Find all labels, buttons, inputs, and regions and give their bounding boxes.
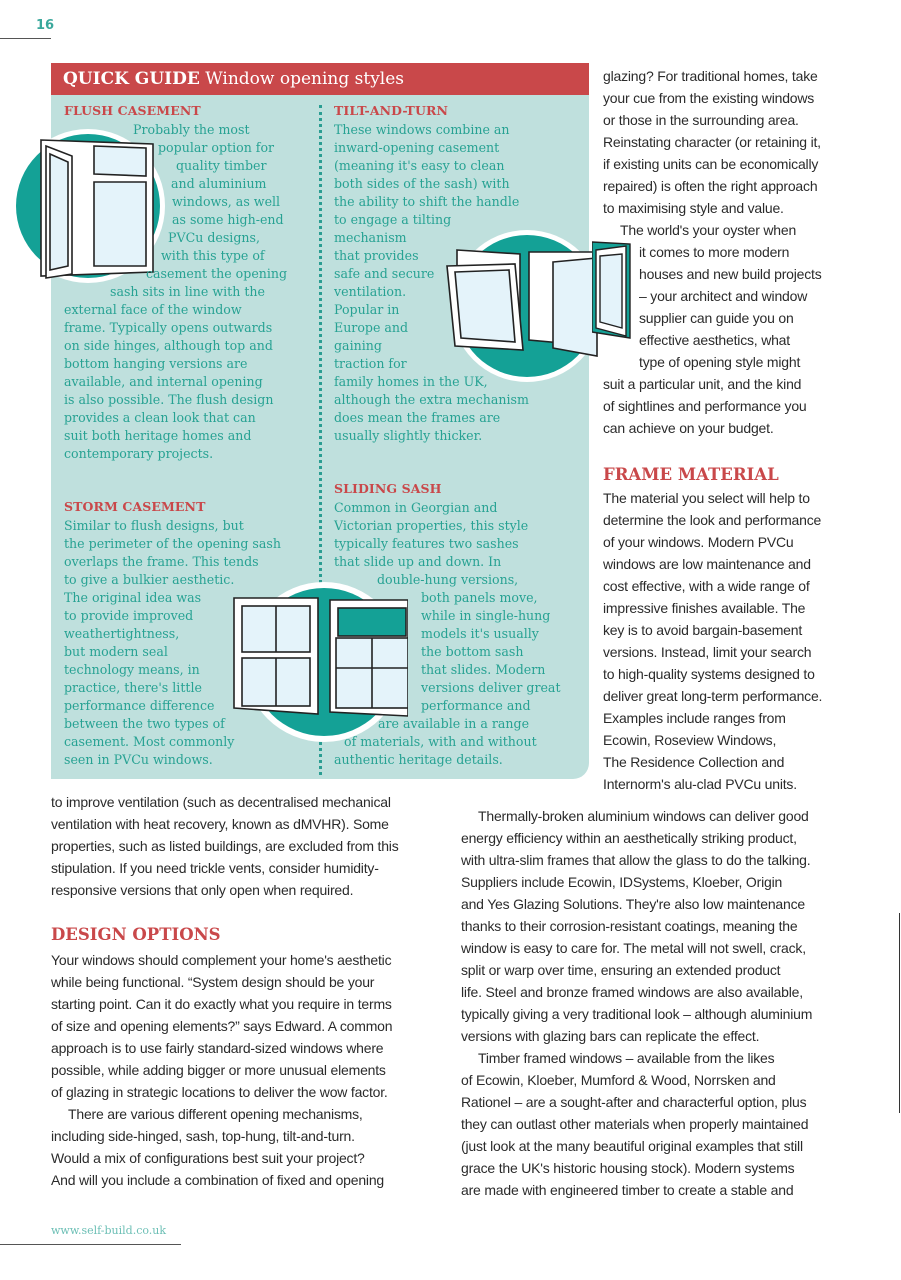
tilt-and-turn-line: although the extra mechanism [334,392,529,407]
footer-url[interactable]: www.self-build.co.uk [51,1224,167,1237]
storm-casement-line: The original idea was [64,590,202,605]
bottom-rule [0,1244,181,1245]
quick-guide-title: Window opening styles [205,69,405,89]
frame-material-heading: FRAME MATERIAL [603,465,779,484]
sliding-sash-line: are available in a range [378,716,530,731]
materials-line: Thermally-broken aluminium windows can deliver good [478,808,809,824]
tilt-and-turn-line: the ability to shift the handle [334,194,520,209]
flush-casement-line: casement the opening [146,266,288,281]
page-number: 16 [36,18,55,33]
design-options-line: possible, while adding bigger or more unusual elements [51,1062,386,1078]
frame-material-line: versions. Instead, limit your search [603,644,812,660]
flush-casement-line: PVCu designs, [168,230,260,245]
sliding-sash-line: Victorian properties, this style [334,518,529,533]
frame-material-line: The Residence Collection and [603,754,785,770]
ventilation-line: properties, such as listed buildings, are excluded from this [51,838,399,854]
page-edge-line [899,913,900,1113]
right-top-line: supplier can guide you on [639,310,794,326]
storm-casement-line: practice, there's little [64,680,202,695]
tilt-and-turn-line: usually slightly thicker. [334,428,483,443]
sliding-sash-line: authentic heritage details. [334,752,503,767]
tilt-and-turn-line: gaining [334,338,382,353]
right-top-line: your cue from the existing windows [603,90,815,106]
sliding-sash-line: models it's usually [421,626,539,641]
frame-material-line: Internorm's alu-clad PVCu units. [603,776,797,792]
flush-casement-line: external face of the window [64,302,242,317]
tilt-and-turn-line: Europe and [334,320,409,335]
storm-casement-line: but modern seal [64,644,168,659]
frame-material-line: impressive finishes available. The [603,600,806,616]
tilt-and-turn-line: mechanism [334,230,407,245]
storm-casement-heading: STORM CASEMENT [64,499,206,514]
ventilation-line: responsive versions that only open when required. [51,882,354,898]
flush-casement-line: popular option for [158,140,275,155]
storm-casement-line: performance difference [64,698,215,713]
frame-material-line: Examples include ranges from [603,710,786,726]
storm-casement-line: technology means, in [64,662,200,677]
frame-material-line: Ecowin, Roseview Windows, [603,732,777,748]
ventilation-line: ventilation with heat recovery, known as dMVHR). Some [51,816,389,832]
design-options-line: Your windows should complement your home's aesthetic [51,952,392,968]
materials-line: split or warp over time, ensuring an extended product [461,962,781,978]
right-top-line: it comes to more modern [639,244,790,260]
sliding-sash-line: performance and [421,698,531,713]
storm-casement-line: Similar to flush designs, but [64,518,244,533]
right-top-line: houses and new build projects [639,266,822,282]
materials-line: Suppliers include Ecowin, IDSystems, Kloeber, Origin [461,874,783,890]
design-options-line: of glazing in strategic locations to deliver the wow factor. [51,1084,388,1100]
sliding-sash-line: both panels move, [421,590,538,605]
tilt-and-turn-line: both sides of the sash) with [334,176,510,191]
tilt-and-turn-line: Popular in [334,302,400,317]
materials-line: versions with glazing bars can replicate the effect. [461,1028,760,1044]
flush-casement-line: on side hinges, although top and [64,338,273,353]
materials-line: Timber framed windows – available from the likes [478,1050,775,1066]
tilt-and-turn-line: that provides [334,248,419,263]
flush-casement-line: frame. Typically opens outwards [64,320,273,335]
materials-line: they can outlast other materials when properly maintained [461,1116,809,1132]
flush-casement-line: contemporary projects. [64,446,214,461]
flush-casement-line: and aluminium [171,176,267,191]
flush-casement-line: Probably the most [133,122,250,137]
ventilation-line: stipulation. If you need trickle vents, consider humidity- [51,860,379,876]
tilt-and-turn-line: does mean the frames are [334,410,501,425]
design-options-heading: DESIGN OPTIONS [51,925,221,944]
ventilation-line: to improve ventilation (such as decentralised mechanical [51,794,391,810]
materials-line: typically giving a very traditional look – although aluminium [461,1006,813,1022]
right-top-line: suit a particular unit, and the kind [603,376,802,392]
storm-casement-line: overlaps the frame. This tends [64,554,259,569]
quick-guide-header [51,63,589,95]
flush-casement-heading: FLUSH CASEMENT [64,103,201,118]
right-top-line: effective aesthetics, what [639,332,790,348]
design-options-line: including side-hinged, sash, top-hung, tilt-and-turn. [51,1128,355,1144]
materials-line: of Ecowin, Kloeber, Mumford & Wood, Norrsken and [461,1072,776,1088]
quick-guide-label: QUICK GUIDE [63,69,200,89]
frame-material-line: deliver great long-term performance. [603,688,823,704]
right-top-line: or those in the surrounding area. [603,112,799,128]
right-top-line: type of opening style might [639,354,801,370]
flush-casement-line: suit both heritage homes and [64,428,252,443]
storm-casement-line: to provide improved [64,608,194,623]
materials-line: life. Steel and bronze framed windows are also available, [461,984,803,1000]
top-rule [0,38,51,39]
storm-casement-line: seen in PVCu windows. [64,752,213,767]
tilt-and-turn-line: to engage a tilting [334,212,452,227]
flush-casement-line: quality timber [176,158,267,173]
flush-casement-line: provides a clean look that can [64,410,256,425]
materials-line: grace the UK's historic housing stock). Modern systems [461,1160,795,1176]
right-top-line: if existing units can be economically [603,156,819,172]
frame-material-line: to high-quality systems designed to [603,666,815,682]
sliding-sash-line: the bottom sash [421,644,524,659]
sliding-sash-line: that slides. Modern [421,662,546,677]
sliding-sash-line: double-hung versions, [377,572,519,587]
tilt-and-turn-line: traction for [334,356,407,371]
sliding-sash-line: versions deliver great [421,680,561,695]
flush-casement-line: available, and internal opening [64,374,263,389]
open-casement-icon [592,236,632,346]
materials-line: Rationel – are a sought-after and characterful option, plus [461,1094,807,1110]
flush-casement-line: as some high-end [172,212,284,227]
materials-line: thanks to their corrosion-resistant coatings, meaning the [461,918,798,934]
design-options-line: of size and opening elements?” says Edward. A common [51,1018,393,1034]
right-top-line: Reinstating character (or retaining it, [603,134,821,150]
right-top-line: repaired) is often the right approach [603,178,818,194]
frame-material-line: determine the look and performance [603,512,822,528]
materials-line: are made with engineered timber to create a stable and [461,1182,794,1198]
right-top-line: glazing? For traditional homes, take [603,68,818,84]
storm-casement-line: weathertightness, [64,626,180,641]
right-top-line: The world's your oyster when [620,222,797,238]
storm-casement-line: between the two types of [64,716,225,731]
frame-material-line: windows are low maintenance and [603,556,811,572]
frame-material-line: of your windows. Modern PVCu [603,534,794,550]
tilt-and-turn-line: These windows combine an [334,122,510,137]
materials-line: and Yes Glazing Solutions. They're also low maintenance [461,896,805,912]
design-options-line: starting point. Can it do exactly what you require in terms [51,996,392,1012]
sliding-sash-line: while in single-hung [421,608,551,623]
tilt-and-turn-heading: TILT-AND-TURN [334,103,448,118]
design-options-line: There are various different opening mechanisms, [68,1106,363,1122]
sliding-sash-heading: SLIDING SASH [334,481,442,496]
tilt-and-turn-line: family homes in the UK, [334,374,488,389]
flush-casement-line: bottom hanging versions are [64,356,248,371]
storm-casement-line: casement. Most commonly [64,734,235,749]
sliding-sash-line: Common in Georgian and [334,500,498,515]
tilt-and-turn-line: ventilation. [334,284,407,299]
right-top-line: of sightlines and performance you [603,398,807,414]
sliding-sash-line: that slide up and down. In [334,554,502,569]
flush-casement-line: with this type of [161,248,265,263]
materials-line: (just look at the many beautiful original examples that still [461,1138,803,1154]
design-options-line: while being functional. “System design should be your [51,974,375,990]
materials-line: with ultra-slim frames that allow the glass to do the talking. [461,852,811,868]
casement-window-icon [8,126,168,286]
sliding-sash-line: typically features two sashes [334,536,519,551]
design-options-line: approach is to use fairly standard-sized windows where [51,1040,384,1056]
sliding-sash-line: of materials, with and without [344,734,537,749]
flush-casement-line: is also possible. The flush design [64,392,274,407]
flush-casement-line: windows, as well [172,194,281,209]
materials-line: window is easy to care for. The metal will not swell, crack, [461,940,806,956]
tilt-and-turn-line: safe and secure [334,266,435,281]
design-options-line: And will you include a combination of fixed and opening [51,1172,385,1188]
design-options-line: Would a mix of configurations best suit your project? [51,1150,365,1166]
materials-line: energy efficiency within an aesthetically striking product, [461,830,797,846]
frame-material-line: cost effective, with a wide range of [603,578,810,594]
tilt-turn-window-icon [445,228,601,384]
right-top-line: – your architect and window [639,288,808,304]
right-top-line: to maximising style and value. [603,200,784,216]
frame-material-line: key is to avoid bargain-basement [603,622,803,638]
right-top-line: can achieve on your budget. [603,420,774,436]
tilt-and-turn-line: inward-opening casement [334,140,500,155]
storm-casement-line: to give a bulkier aesthetic. [64,572,235,587]
flush-casement-line: sash sits in line with the [110,284,265,299]
tilt-and-turn-line: (meaning it's easy to clean [334,158,505,173]
frame-material-line: The material you select will help to [603,490,810,506]
storm-casement-line: the perimeter of the opening sash [64,536,281,551]
